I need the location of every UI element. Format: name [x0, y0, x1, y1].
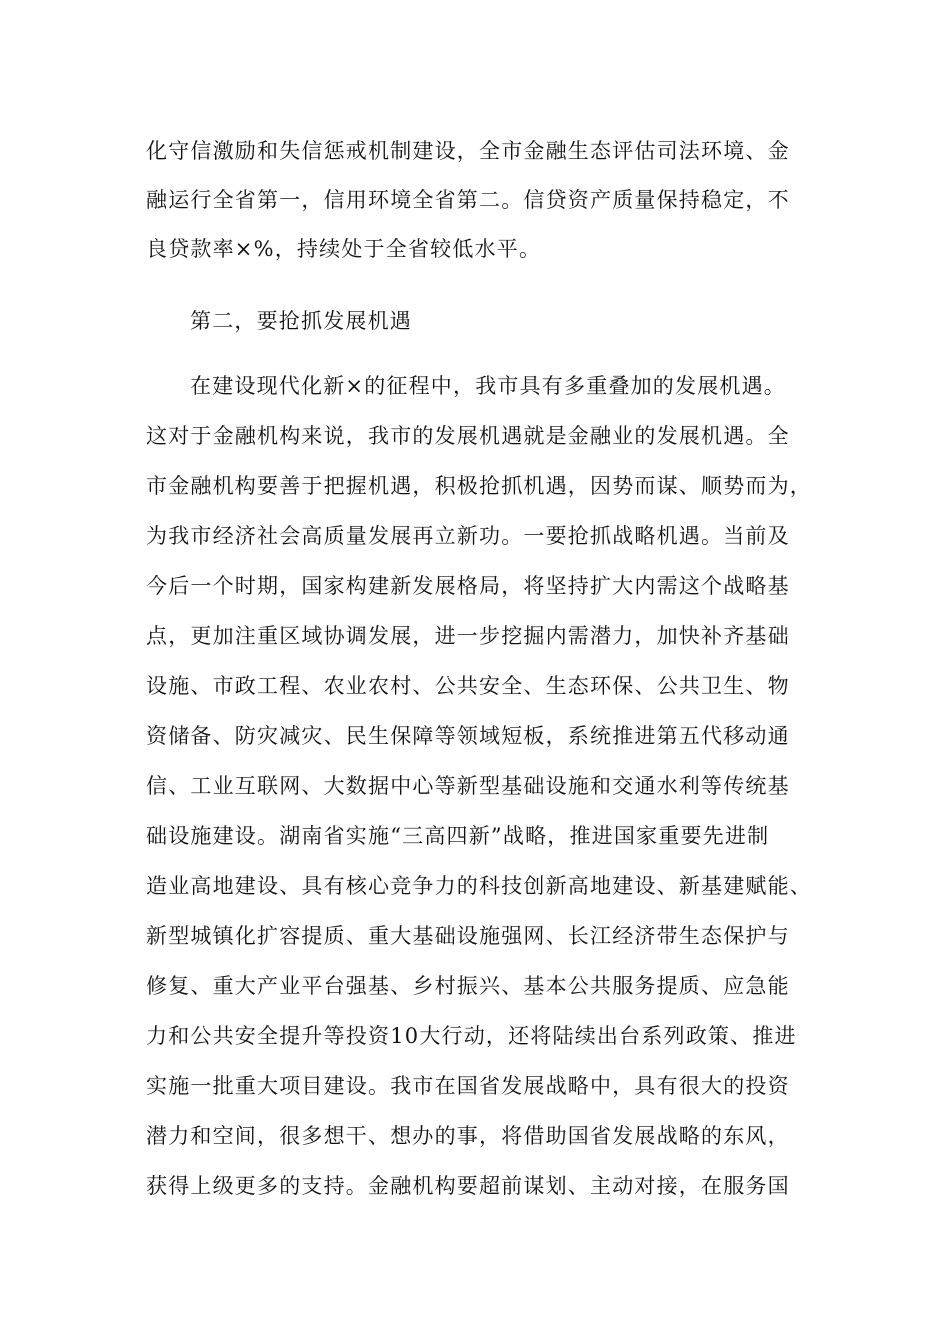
paragraph-line: 这对于金融机构来说，我市的发展机遇就是金融业的发展机遇。全 — [146, 424, 790, 448]
paragraph-line: 资储备、防灾减灾、民生保障等领域短板，系统推进第五代移动通 — [146, 724, 790, 748]
paragraph-line: 获得上级更多的支持。金融机构要超前谋划、主动对接，在服务国 — [146, 1174, 790, 1198]
paragraph-line: 潜力和空间，很多想干、想办的事，将借助国省发展战略的东风， — [146, 1124, 790, 1148]
paragraph-line: 造业高地建设、具有核心竞争力的科技创新高地建设、新基建赋能、 — [146, 874, 812, 898]
paragraph-line: 在建设现代化新×的征程中，我市具有多重叠加的发展机遇。 — [190, 374, 786, 398]
paragraph-line: 良贷款率×%，持续处于全省较低水平。 — [146, 237, 542, 261]
paragraph-line: 融运行全省第一，信用环境全省第二。信贷资产质量保持稳定，不 — [146, 188, 790, 212]
paragraph-line: 新型城镇化扩容提质、重大基础设施强网、长江经济带生态保护与 — [146, 924, 790, 948]
paragraph-line: 设施、市政工程、农业农村、公共安全、生态环保、公共卫生、物 — [146, 674, 790, 698]
paragraph-line: 实施一批重大项目建设。我市在国省发展战略中，具有很大的投资 — [146, 1074, 790, 1098]
section-heading: 第二，要抢抓发展机遇 — [190, 309, 412, 333]
paragraph-line: 市金融机构要善于把握机遇，积极抢抓机遇，因势而谋、顺势而为， — [146, 474, 812, 498]
paragraph-line: 点，更加注重区域协调发展，进一步挖掘内需潜力，加快补齐基础 — [146, 624, 790, 648]
paragraph-line: 为我市经济社会高质量发展再立新功。一要抢抓战略机遇。当前及 — [146, 524, 790, 548]
paragraph-line: 化守信激励和失信惩戒机制建设，全市金融生态评估司法环境、金 — [146, 139, 790, 163]
paragraph-line: 信、工业互联网、大数据中心等新型基础设施和交通水利等传统基 — [146, 774, 790, 798]
paragraph-line: 力和公共安全提升等投资10大行动，还将陆续出台系列政策、推进 — [146, 1024, 797, 1048]
paragraph-line: 础设施建设。湖南省实施“三高四新”战略，推进国家重要先进制 — [146, 824, 770, 848]
paragraph-line: 今后一个时期，国家构建新发展格局，将坚持扩大内需这个战略基 — [146, 574, 790, 598]
paragraph-line: 修复、重大产业平台强基、乡村振兴、基本公共服务提质、应急能 — [146, 974, 790, 998]
